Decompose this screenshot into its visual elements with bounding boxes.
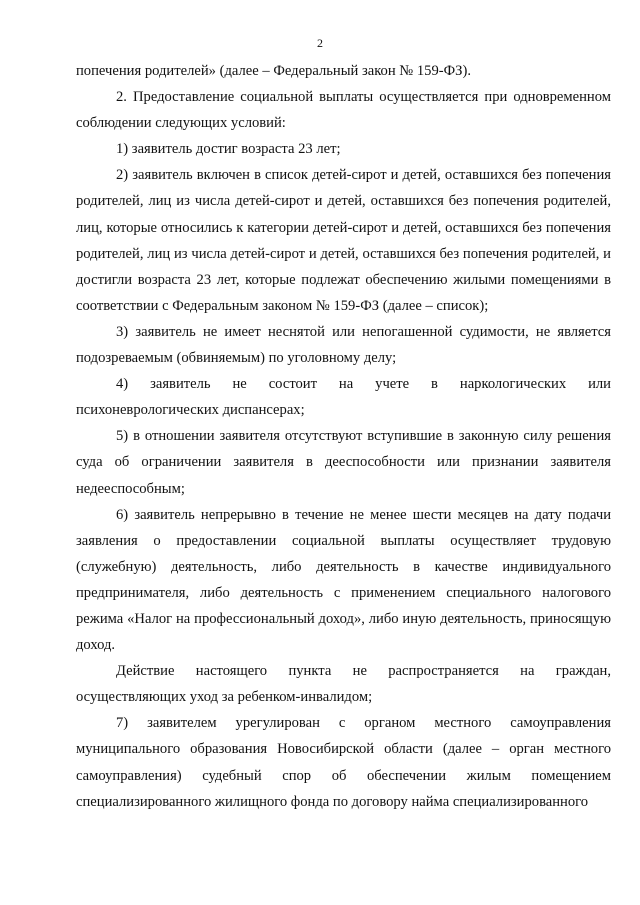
paragraph-condition-3: 3) заявитель не имеет неснятой или непогашенной судимости, не является подозреваемым (обвиняемым) по уголовному делу;	[76, 323, 611, 367]
paragraph-condition-2: 2) заявитель включен в список детей-сирот и детей, оставшихся без попечения родителей, лиц из числа детей-сирот и детей, оставшихся без попечения родителей, лиц, которые относились к категории детей-сирот и детей, оставшихся без попечения родителей, лиц из числа детей-сирот и детей, оставшихся без попечения родителей, и достигли возраста 23 лет, которые подлежат обеспечению жилыми помещениями в соответствии с Федеральным законом № 159-ФЗ (далее – список);	[76, 167, 611, 314]
document-body	[76, 58, 611, 815]
paragraph-condition-7: 7) заявителем урегулирован с органом местного самоуправления муниципального образования Новосибирской области (далее – орган местного самоуправления) судебный спор об обеспечении жилым помещением специализированного жилищного фонда по договору найма специализированного	[76, 715, 611, 810]
paragraph-condition-6: 6) заявитель непрерывно в течение не менее шести месяцев на дату подачи заявления о предоставлении социальной выплаты осуществляет трудовую (служебную) деятельность, либо деятельность в качестве индивидуального предпринимателя, либо деятельность с применением специального налогового режима «Налог на профессиональный доход», либо иную деятельность, приносящую доход.	[76, 506, 611, 654]
paragraph-continuation: попечения родителей» (далее – Федеральный закон № 159-ФЗ).	[76, 63, 471, 79]
paragraph-condition-5: 5) в отношении заявителя отсутствуют вступившие в законную силу решения суда об ограничении заявителя в дееспособности или признании заявителя недееспособным;	[76, 428, 611, 497]
paragraph-condition-4: 4) заявитель не состоит на учете в наркологических или психоневрологических диспансерах;	[76, 376, 611, 419]
paragraph-condition-1: 1) заявитель достиг возраста 23 лет;	[116, 141, 341, 158]
page-number: 2	[317, 36, 323, 50]
paragraph-clause-2: 2. Предоставление социальной выплаты осуществляется при одновременном соблюдении следующих условий:	[76, 89, 611, 132]
paragraph-exception: Действие настоящего пункта не распространяется на граждан, осуществляющих уход за ребенком-инвалидом;	[76, 663, 611, 706]
